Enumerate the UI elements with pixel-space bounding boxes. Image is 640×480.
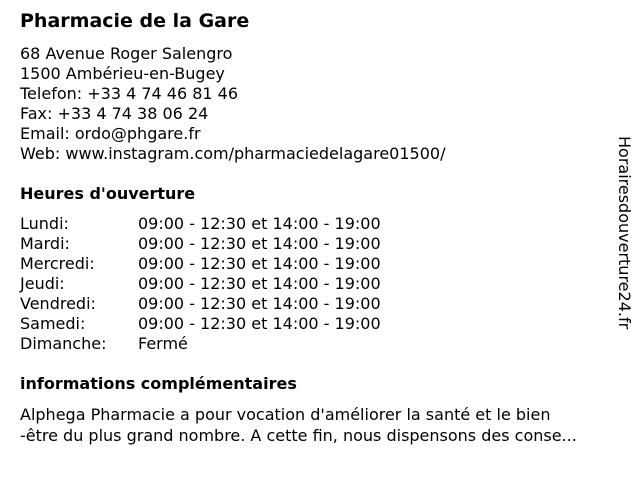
- description-line: -être du plus grand nombre. A cette fin, nous dispensons des conse...: [20, 426, 577, 445]
- hours-time: 09:00 - 12:30 et 14:00 - 19:00: [138, 314, 381, 333]
- address-city: 1500 Ambérieu-en-Bugey: [20, 64, 225, 83]
- opening-hours-heading: Heures d'ouverture: [20, 184, 196, 203]
- hours-time: 09:00 - 12:30 et 14:00 - 19:00: [138, 214, 381, 233]
- website-url: Web: www.instagram.com/pharmaciedelagare01500/: [20, 144, 446, 163]
- additional-info-heading: informations complémentaires: [20, 374, 297, 393]
- hours-time: Fermé: [138, 334, 188, 353]
- hours-time: 09:00 - 12:30 et 14:00 - 19:00: [138, 254, 381, 273]
- address-street: 68 Avenue Roger Salengro: [20, 44, 233, 63]
- email-address: Email: ordo@phgare.fr: [20, 124, 201, 143]
- contact-block: [20, 44, 445, 164]
- hours-day: Jeudi:: [20, 274, 65, 293]
- additional-info-text: [20, 404, 632, 446]
- hours-day: Samedi:: [20, 314, 86, 333]
- hours-day: Vendredi:: [20, 294, 96, 313]
- description-line: Alphega Pharmacie a pour vocation d'améliorer la santé et le bien: [20, 405, 551, 424]
- hours-day: Mercredi:: [20, 254, 95, 273]
- hours-day: Lundi:: [20, 214, 69, 233]
- fax-number: Fax: +33 4 74 38 06 24: [20, 104, 209, 123]
- phone-number: Telefon: +33 4 74 46 81 46: [20, 84, 239, 103]
- hours-day: Mardi:: [20, 234, 70, 253]
- hours-time: 09:00 - 12:30 et 14:00 - 19:00: [138, 274, 381, 293]
- hours-time: 09:00 - 12:30 et 14:00 - 19:00: [138, 294, 381, 313]
- pharmacy-name: Pharmacie de la Gare: [20, 10, 250, 32]
- hours-day: Dimanche:: [20, 334, 107, 353]
- hours-time: 09:00 - 12:30 et 14:00 - 19:00: [138, 234, 381, 253]
- site-watermark: Horairesdouverture24.fr: [615, 136, 634, 330]
